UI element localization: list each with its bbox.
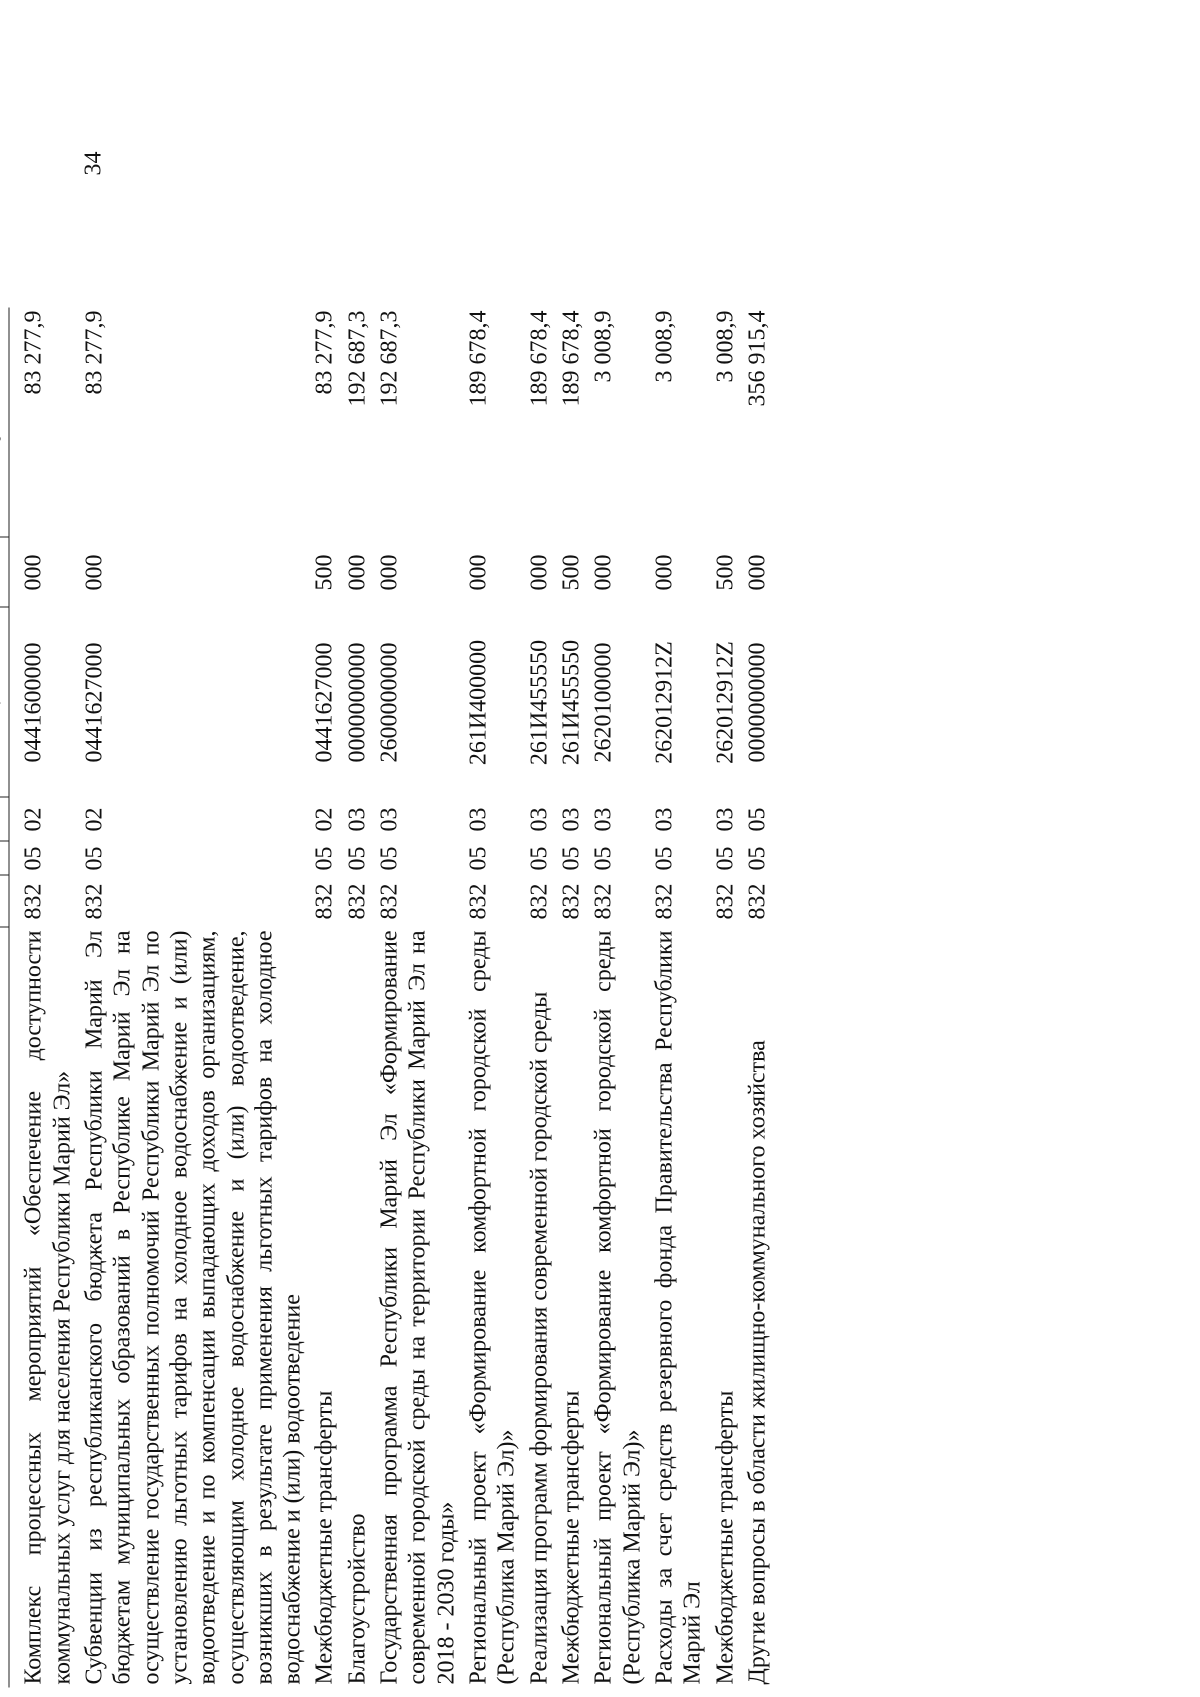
row-cs: 0000000000 bbox=[344, 642, 371, 763]
row-name: Субвенции из республиканского бюджета Республики Марий Эл бюджетам муниципальных образований в Республике Марий Эл на осуществление государственных полномочий Республики Марий Эл по установлению льготных тарифов на холодное водоснабжение и (или) водоотведение и по компенсации выпадающих доходов организациям, осуществляющим холодное водоснабжение и (или) водоотведение, возникших в результате применения льготных тарифов на холодное водоснабжение и (или) водоотведение bbox=[81, 930, 306, 1685]
row-pr: 02 bbox=[20, 807, 47, 832]
table-row bbox=[341, 308, 373, 1688]
header-sum bbox=[0, 308, 9, 538]
row-vr: 500 bbox=[311, 554, 338, 591]
row-name: Расходы за счет средств резервного фонда Правительства Республики Марий Эл bbox=[651, 930, 706, 1685]
row-sum: 3 008,9 bbox=[590, 310, 617, 383]
row-name: Комплекс процессных мероприятий «Обеспечение доступности коммунальных услуг для населения Республики Марий Эл» bbox=[20, 930, 76, 1685]
row-cs: 262012912Z bbox=[712, 641, 738, 764]
row-name: Региональный проект «Формирование комфортной городской среды (Республика Марий Эл)» bbox=[590, 930, 646, 1685]
header-cs bbox=[0, 608, 9, 798]
row-rz: 05 bbox=[712, 846, 738, 871]
row-cs: 0441627000 bbox=[311, 642, 338, 763]
row-sum: 192 687,3 bbox=[344, 310, 371, 407]
row-name: Межбюджетные трансферты bbox=[311, 1390, 338, 1685]
table-row bbox=[78, 308, 309, 1688]
table-row bbox=[463, 308, 524, 1688]
header-rz bbox=[0, 842, 9, 876]
row-cs: 261И400000 bbox=[465, 639, 492, 766]
row-min: 832 bbox=[376, 883, 403, 920]
row-cs: 0000000000 bbox=[744, 642, 771, 763]
row-min: 832 bbox=[590, 883, 617, 920]
row-rz: 05 bbox=[344, 846, 371, 871]
header-pr bbox=[0, 798, 9, 842]
rotated-content bbox=[0, 308, 943, 1688]
row-pr: 02 bbox=[81, 807, 108, 832]
row-sum: 83 277,9 bbox=[311, 310, 338, 395]
row-sum: 189 678,4 bbox=[558, 310, 585, 407]
row-rz: 05 bbox=[590, 846, 617, 871]
row-pr: 03 bbox=[465, 807, 492, 832]
header-min bbox=[0, 876, 9, 928]
row-min: 832 bbox=[558, 883, 585, 920]
row-cs: 2620100000 bbox=[590, 642, 617, 763]
row-vr: 000 bbox=[744, 554, 771, 591]
budget-table bbox=[0, 308, 774, 1688]
row-sum: 189 678,4 bbox=[526, 310, 553, 407]
header-vr bbox=[0, 538, 9, 608]
row-sum: 3 008,9 bbox=[651, 310, 678, 383]
row-pr: 03 bbox=[344, 807, 371, 832]
row-vr: 000 bbox=[590, 554, 617, 591]
row-rz: 05 bbox=[744, 846, 771, 871]
row-vr: 000 bbox=[81, 554, 108, 591]
row-sum: 192 687,3 bbox=[376, 310, 403, 407]
row-rz: 05 bbox=[465, 846, 492, 871]
row-name: Региональный проект «Формирование комфортной городской среды (Республика Марий Эл)» bbox=[465, 930, 520, 1685]
row-cs: 262012912Z bbox=[651, 641, 678, 764]
row-cs: 2600000000 bbox=[376, 642, 403, 763]
row-sum: 356 915,4 bbox=[744, 310, 771, 407]
row-pr: 03 bbox=[558, 807, 585, 832]
row-min: 832 bbox=[344, 883, 371, 920]
row-min: 832 bbox=[712, 883, 738, 920]
header-name bbox=[0, 928, 9, 1688]
row-cs: 261И455550 bbox=[526, 639, 553, 766]
row-vr: 000 bbox=[344, 554, 371, 591]
row-vr: 000 bbox=[376, 554, 403, 591]
row-min: 832 bbox=[81, 883, 108, 920]
row-rz: 05 bbox=[376, 846, 403, 871]
table-row bbox=[523, 308, 555, 1688]
row-rz: 05 bbox=[20, 846, 47, 871]
row-min: 832 bbox=[744, 883, 771, 920]
row-pr: 03 bbox=[590, 807, 617, 832]
row-name: Реализация программ формирования современной городской среды bbox=[526, 991, 553, 1685]
row-pr: 03 bbox=[712, 807, 738, 832]
page-number: 34 bbox=[80, 151, 107, 176]
row-name: Государственная программа Республики Марий Эл «Формирование современной городской среды на территории Республики Марий Эл на 2018 - 2030 годы» bbox=[376, 930, 460, 1685]
table-row bbox=[648, 308, 709, 1688]
table-row bbox=[588, 308, 649, 1688]
row-rz: 05 bbox=[558, 846, 585, 871]
row-min: 832 bbox=[651, 883, 678, 920]
row-pr: 02 bbox=[311, 807, 338, 832]
table-row bbox=[309, 308, 341, 1688]
row-pr: 03 bbox=[526, 807, 553, 832]
row-min: 832 bbox=[311, 883, 338, 920]
row-name: Благоустройство bbox=[344, 1513, 371, 1685]
row-sum: 3 008,9 bbox=[712, 310, 738, 383]
row-pr: 03 bbox=[376, 807, 403, 832]
row-rz: 05 bbox=[81, 846, 108, 871]
row-name: Межбюджетные трансферты bbox=[712, 1390, 738, 1685]
row-vr: 500 bbox=[558, 554, 585, 591]
table-row bbox=[555, 308, 587, 1688]
row-vr: 000 bbox=[20, 554, 47, 591]
row-name: Межбюджетные трансферты bbox=[558, 1390, 585, 1685]
row-cs: 261И455550 bbox=[558, 639, 585, 766]
row-sum: 83 277,9 bbox=[20, 310, 47, 395]
row-pr: 03 bbox=[651, 807, 678, 832]
table-row bbox=[741, 308, 773, 1688]
row-min: 832 bbox=[20, 883, 47, 920]
row-min: 832 bbox=[465, 883, 492, 920]
row-cs: 0441627000 bbox=[81, 642, 108, 763]
row-vr: 000 bbox=[465, 554, 492, 591]
table-row bbox=[374, 308, 463, 1688]
row-min: 832 bbox=[526, 883, 553, 920]
row-vr: 000 bbox=[526, 554, 553, 591]
table-row bbox=[9, 308, 78, 1688]
row-vr: 500 bbox=[712, 554, 738, 591]
row-vr: 000 bbox=[651, 554, 678, 591]
row-rz: 05 bbox=[311, 846, 338, 871]
table-row bbox=[709, 308, 741, 1688]
table-header-row bbox=[0, 308, 9, 1688]
row-cs: 0441600000 bbox=[20, 642, 47, 763]
row-sum: 189 678,4 bbox=[465, 310, 492, 407]
row-sum: 83 277,9 bbox=[81, 310, 108, 395]
row-pr: 05 bbox=[744, 807, 771, 832]
row-name: Другие вопросы в области жилищно-коммунального хозяйства bbox=[744, 1040, 771, 1685]
row-rz: 05 bbox=[526, 846, 553, 871]
row-rz: 05 bbox=[651, 846, 678, 871]
